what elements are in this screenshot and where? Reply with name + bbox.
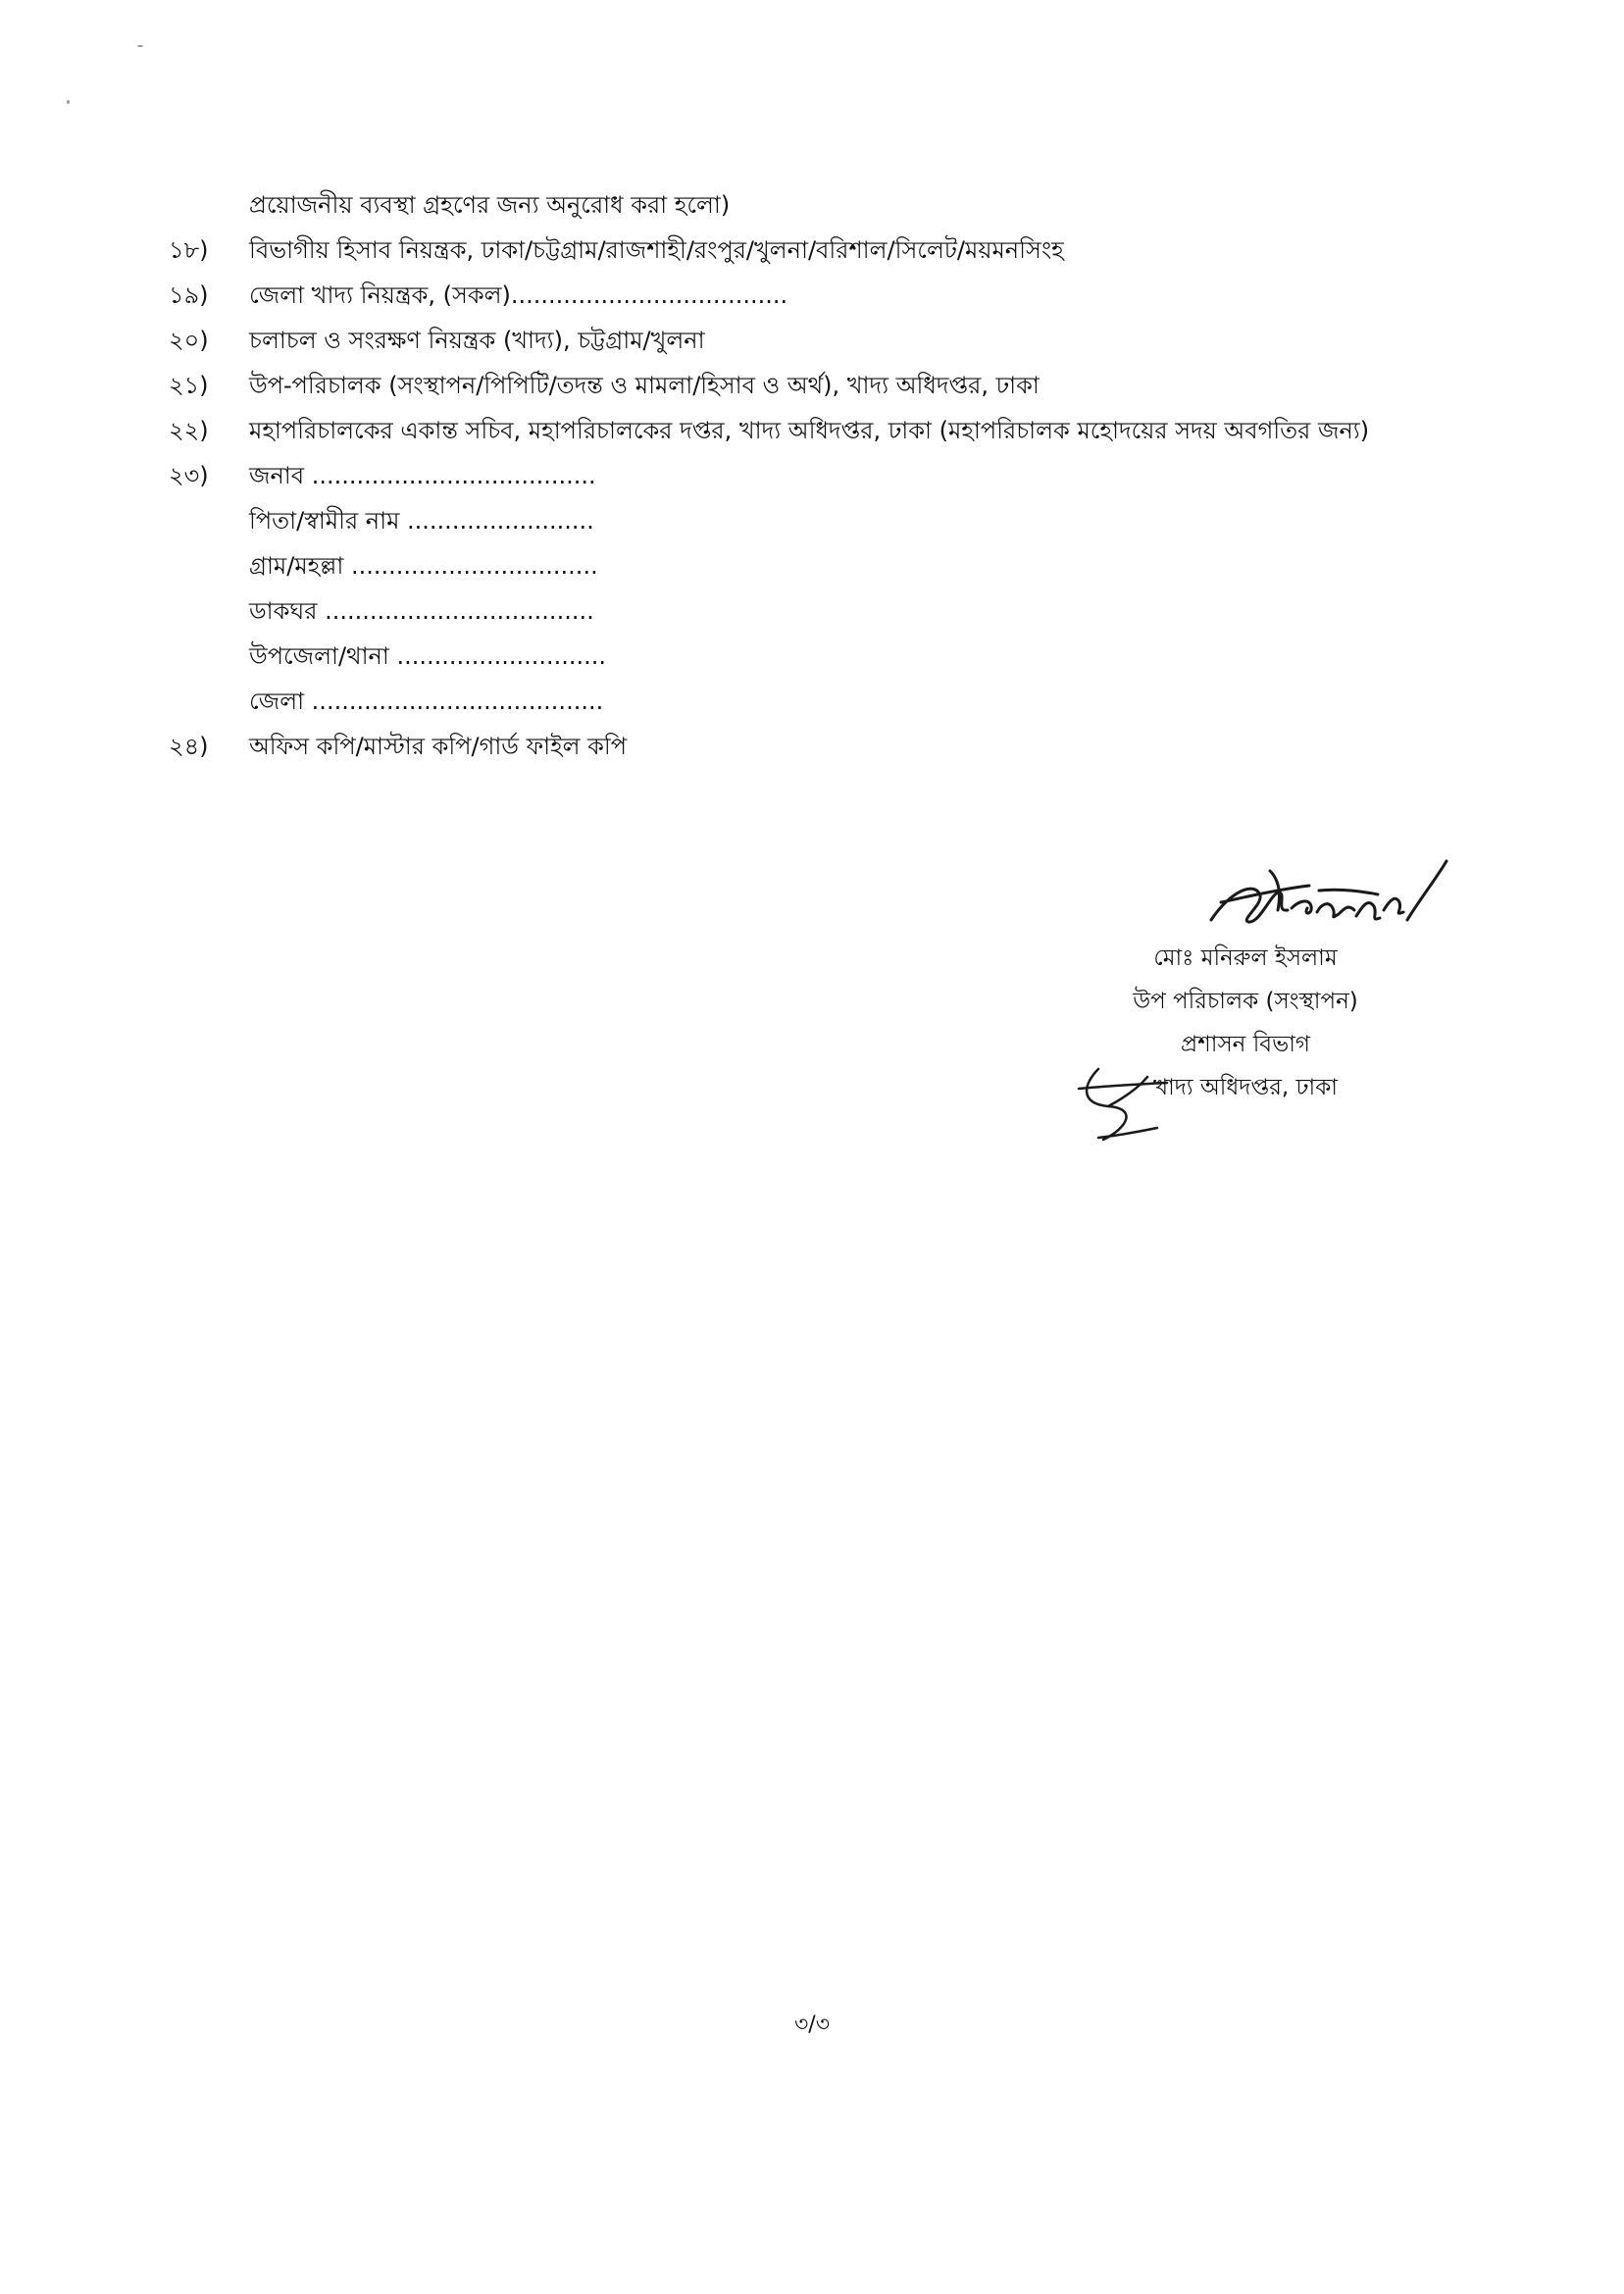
item-text: মহাপরিচালকের একান্ত সচিব, মহাপরিচালকের দপ্তর, খাদ্য অধিদপ্তর, ঢাকা (মহাপরিচালক মহোদয়ের সদয় অবগতির জন্য) xyxy=(249,417,1370,444)
item-number: ২১) xyxy=(169,372,209,399)
distribution-list xyxy=(169,182,1473,769)
item-text: বিভাগীয় হিসাব নিয়ন্ত্রক, ঢাকা/চট্টগ্রাম/রাজশাহী/রংপুর/খুলনা/বরিশাল/সিলেট/ময়মনসিংহ xyxy=(249,236,1064,264)
address-line-postoffice: ডাকঘর .................................... xyxy=(249,597,594,625)
list-item-20 xyxy=(169,318,1473,363)
item-number: ২৩) xyxy=(169,462,209,489)
address-line-district: জেলা ....................................... xyxy=(249,688,604,715)
address-line-upazila: উপজেলা/থানা ............................ xyxy=(249,642,607,670)
list-item-21 xyxy=(169,363,1473,408)
item-text: জেলা খাদ্য নিয়ন্ত্রক, (সকল)..................................... xyxy=(249,281,788,309)
handwritten-initial xyxy=(1069,1059,1177,1147)
signatory-designation: উপ পরিচালক (সংস্থাপন) xyxy=(1133,989,1358,1014)
item-number: ১৮) xyxy=(169,236,209,264)
list-item-22 xyxy=(169,408,1473,453)
item-text: চলাচল ও সংরক্ষণ নিয়ন্ত্রক (খাদ্য), চট্টগ্রাম/খুলনা xyxy=(249,327,705,354)
item-number: ২৪) xyxy=(169,733,209,760)
page-number: ৩/৩ xyxy=(793,2013,831,2037)
address-line-village: গ্রাম/মহল্লা ................................. xyxy=(249,552,598,580)
address-line-name: জনাব ...................................... xyxy=(249,462,596,489)
item-number: ২২) xyxy=(169,417,209,444)
signatory-name: মোঃ মনিরুল ইসলাম xyxy=(1153,945,1338,971)
item-number: ২০) xyxy=(169,327,209,354)
list-item-23 xyxy=(169,453,1473,498)
item-number: ১৯) xyxy=(169,281,209,309)
list-item-19 xyxy=(169,273,1473,318)
signatory-office: খাদ্য অধিদপ্তর, ঢাকা xyxy=(1153,1075,1338,1100)
list-item-18 xyxy=(169,228,1473,273)
address-line-father: পিতা/স্বামীর নাম ......................... xyxy=(249,507,594,535)
signatory-division: প্রশাসন বিভাগ xyxy=(1181,1032,1310,1057)
item-17-continuation: প্রয়োজনীয় ব্যবস্থা গ্রহণের জন্য অনুরোধ করা হলো) xyxy=(249,191,731,219)
item-text: উপ-পরিচালক (সংস্থাপন/পিপিটি/তদন্ত ও মামলা/হিসাব ও অর্থ), খাদ্য অধিদপ্তর, ঢাকা xyxy=(249,372,1040,399)
list-item-24 xyxy=(169,724,1473,769)
item-text: অফিস কপি/মাস্টার কপি/গার্ড ফাইল কপি xyxy=(249,733,628,760)
